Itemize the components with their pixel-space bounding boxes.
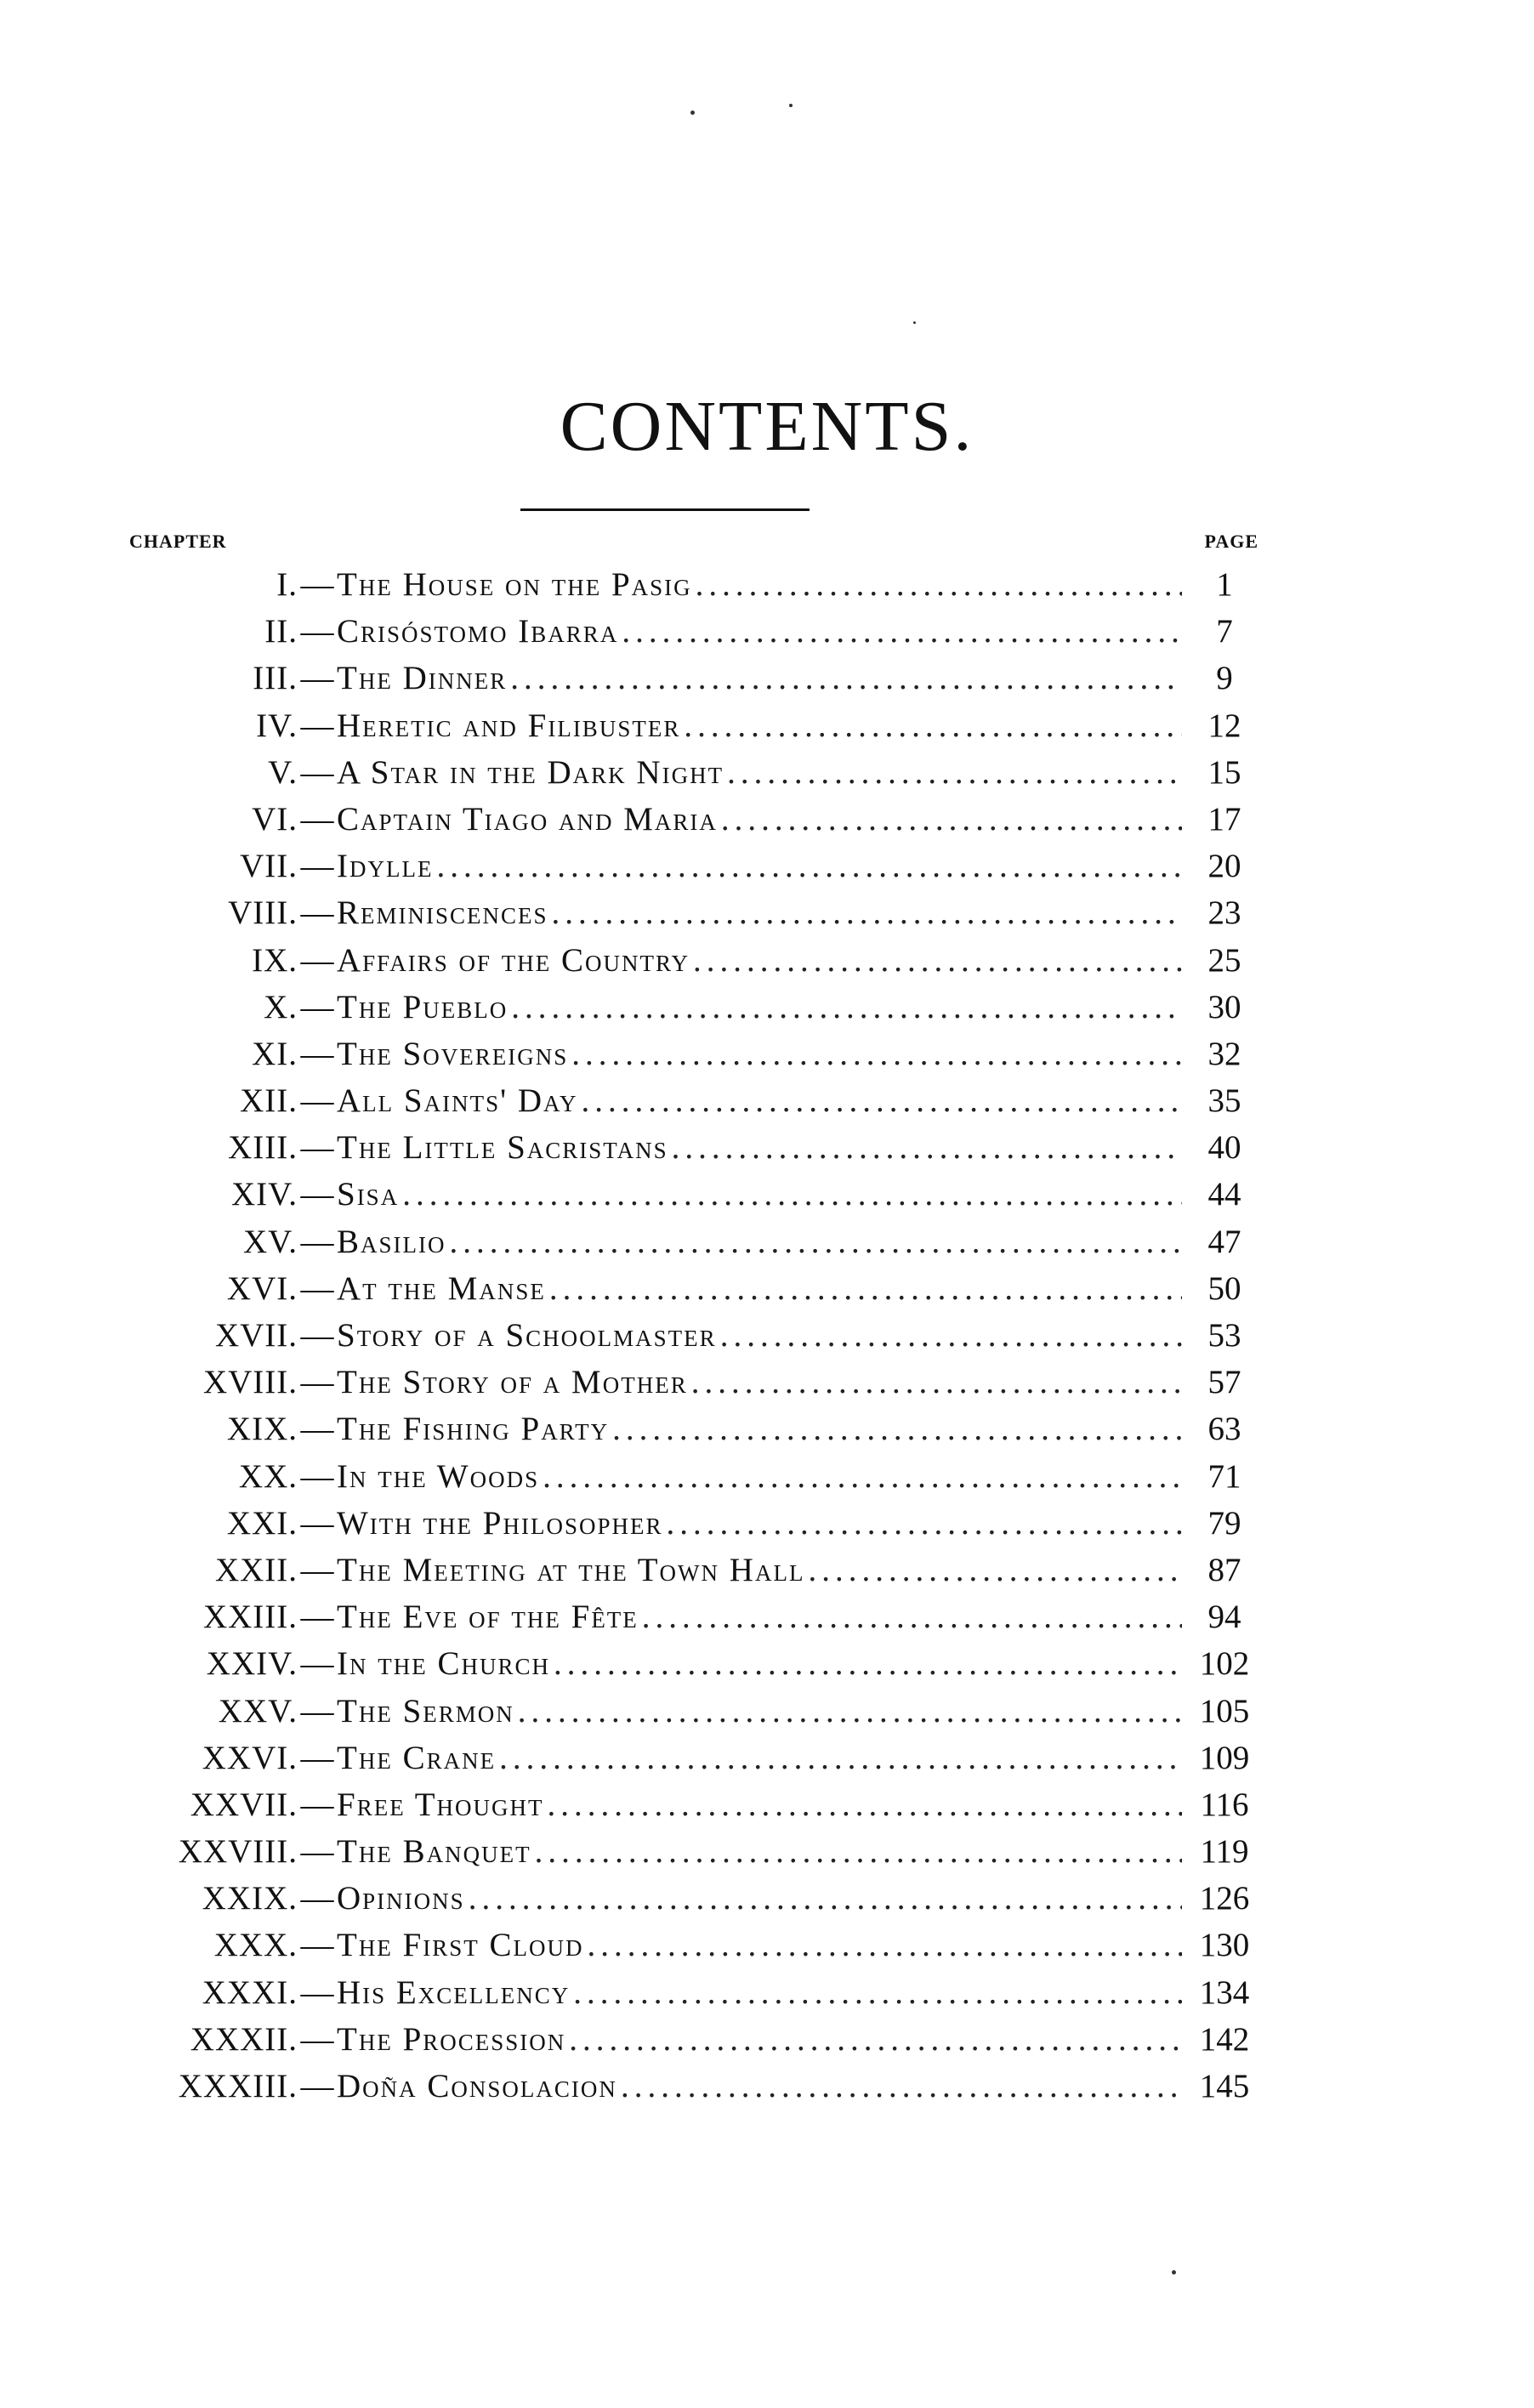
chapter-title: The House on the Pasig xyxy=(337,566,692,603)
chapter-title: The Banquet xyxy=(337,1833,531,1871)
page-column-label: PAGE xyxy=(1204,531,1258,552)
em-dash-separator: — xyxy=(300,1692,334,1729)
em-dash-separator: — xyxy=(300,1739,334,1776)
page-number: 17 xyxy=(1207,800,1241,838)
dot-leader xyxy=(554,1640,1182,1687)
chapter-title: In the Church xyxy=(337,1645,550,1683)
chapter-title: Affairs of the Country xyxy=(337,941,690,979)
page-number: 142 xyxy=(1199,2020,1250,2058)
em-dash-separator: — xyxy=(300,1176,334,1213)
toc-entry[interactable] xyxy=(85,1312,1258,1359)
chapter-numeral: XVI. xyxy=(226,1269,298,1307)
dot-leader xyxy=(543,1453,1182,1500)
chapter-title: All Saints' Day xyxy=(337,1082,578,1120)
chapter-numeral: VII. xyxy=(240,848,298,885)
page-number: 63 xyxy=(1207,1411,1241,1448)
chapter-title: Reminiscences xyxy=(337,894,548,932)
toc-entry[interactable] xyxy=(85,1077,1258,1124)
chapter-title: The Story of a Mother xyxy=(337,1364,688,1401)
chapter-title: The Meeting at the Town Hall xyxy=(337,1551,805,1588)
chapter-numeral: XXIV. xyxy=(206,1645,298,1683)
em-dash-separator: — xyxy=(300,1599,334,1636)
em-dash-separator: — xyxy=(300,848,334,885)
em-dash-separator: — xyxy=(300,2068,334,2104)
chapter-title: Opinions xyxy=(337,1880,465,1917)
page-number: 1 xyxy=(1216,566,1233,603)
toc-entry[interactable] xyxy=(85,937,1258,984)
toc-entry[interactable] xyxy=(85,1031,1258,1077)
chapter-numeral: XVII. xyxy=(214,1317,298,1354)
chapter-numeral: XXVII. xyxy=(190,1786,298,1823)
page-number: 53 xyxy=(1207,1317,1241,1354)
chapter-numeral: I. xyxy=(276,566,298,603)
page-number: 47 xyxy=(1207,1223,1241,1260)
toc-entry[interactable] xyxy=(85,1124,1258,1171)
dot-leader xyxy=(402,1171,1182,1218)
dot-leader xyxy=(573,1969,1182,2016)
em-dash-separator: — xyxy=(300,941,334,979)
chapter-title: Doña Consolacion xyxy=(337,2068,617,2104)
em-dash-separator: — xyxy=(300,2020,334,2058)
chapter-title: In the Woods xyxy=(337,1457,540,1495)
chapter-title: Story of a Schoolmaster xyxy=(337,1317,717,1354)
chapter-numeral: XXV. xyxy=(218,1692,298,1729)
dot-leader xyxy=(549,1265,1182,1312)
em-dash-separator: — xyxy=(300,1974,334,2011)
em-dash-separator: — xyxy=(300,613,334,650)
dot-leader xyxy=(691,1359,1182,1406)
chapter-title: Idylle xyxy=(337,848,434,885)
dot-leader xyxy=(450,1218,1182,1265)
dot-leader xyxy=(808,1547,1182,1593)
em-dash-separator: — xyxy=(300,1551,334,1588)
em-dash-separator: — xyxy=(300,988,334,1025)
page-number: 145 xyxy=(1199,2068,1250,2104)
chapter-numeral: XXI. xyxy=(226,1504,298,1542)
chapter-numeral: XXIX. xyxy=(202,1880,298,1917)
dot-leader xyxy=(622,608,1182,655)
toc-entry[interactable] xyxy=(85,984,1258,1031)
dot-leader xyxy=(612,1406,1182,1452)
chapter-numeral: XXXII. xyxy=(190,2020,298,2058)
chapter-title: The Pueblo xyxy=(337,988,508,1025)
toc-entry[interactable] xyxy=(85,1735,1258,1781)
em-dash-separator: — xyxy=(300,1129,334,1167)
chapter-title: Heretic and Filibuster xyxy=(337,707,681,744)
ink-speck xyxy=(690,111,695,115)
toc-entry[interactable] xyxy=(85,655,1258,701)
em-dash-separator: — xyxy=(300,1645,334,1683)
page-number: 87 xyxy=(1207,1551,1241,1588)
ink-speck xyxy=(913,321,916,324)
toc-entry[interactable] xyxy=(85,1969,1258,2016)
chapter-title: The Little Sacristans xyxy=(337,1129,668,1167)
chapter-numeral: XXX. xyxy=(213,1927,298,1964)
chapter-numeral: VI. xyxy=(252,800,298,838)
chapter-title: The Sermon xyxy=(337,1692,514,1729)
em-dash-separator: — xyxy=(300,1927,334,1964)
em-dash-separator: — xyxy=(300,660,334,697)
page-number: 20 xyxy=(1207,848,1241,885)
toc-entry[interactable] xyxy=(85,1640,1258,1687)
em-dash-separator: — xyxy=(300,894,334,932)
page-number: 71 xyxy=(1207,1457,1241,1495)
dot-leader xyxy=(548,1781,1182,1828)
chapter-numeral: III. xyxy=(253,660,298,697)
chapter-title: The Dinner xyxy=(337,660,508,697)
page-number: 94 xyxy=(1207,1599,1241,1636)
chapter-numeral: XV. xyxy=(242,1223,298,1260)
chapter-title: The Fishing Party xyxy=(337,1411,610,1448)
chapter-numeral: XII. xyxy=(240,1082,298,1120)
em-dash-separator: — xyxy=(300,753,334,791)
page-number: 109 xyxy=(1199,1739,1250,1776)
toc-entry[interactable] xyxy=(85,1547,1258,1593)
chapter-numeral: IX. xyxy=(252,941,298,979)
chapter-numeral: XXII. xyxy=(214,1551,298,1588)
page-number: 9 xyxy=(1216,660,1233,697)
chapter-numeral: XVIII. xyxy=(202,1364,298,1401)
page-title: CONTENTS. xyxy=(560,387,974,466)
toc-entry[interactable] xyxy=(85,1875,1258,1922)
page-number: 35 xyxy=(1207,1082,1241,1120)
dot-leader xyxy=(510,655,1182,701)
page-number: 116 xyxy=(1200,1786,1249,1823)
page-number: 102 xyxy=(1199,1645,1250,1683)
em-dash-separator: — xyxy=(300,1457,334,1495)
chapter-title: A Star in the Dark Night xyxy=(337,753,724,791)
chapter-numeral: V. xyxy=(268,753,298,791)
page-number: 7 xyxy=(1216,613,1233,650)
em-dash-separator: — xyxy=(300,1833,334,1871)
dot-leader xyxy=(436,843,1182,889)
page-number: 105 xyxy=(1199,1692,1250,1729)
toc-entry[interactable] xyxy=(85,561,1258,608)
toc-entry[interactable] xyxy=(85,1265,1258,1312)
chapter-title: Crisóstomo Ibarra xyxy=(337,613,619,650)
page-number: 12 xyxy=(1207,707,1241,744)
dot-leader xyxy=(499,1735,1182,1781)
dot-leader xyxy=(721,796,1182,843)
em-dash-separator: — xyxy=(300,1411,334,1448)
page-number: 32 xyxy=(1207,1035,1241,1072)
chapter-numeral: XI. xyxy=(252,1035,298,1072)
dot-leader xyxy=(552,889,1182,936)
toc-entry[interactable] xyxy=(85,843,1258,889)
chapter-title: Captain Tiago and Maria xyxy=(337,800,718,838)
page-number: 23 xyxy=(1207,894,1241,932)
toc-entry[interactable] xyxy=(85,1922,1258,1968)
toc-entry[interactable] xyxy=(85,2063,1258,2110)
em-dash-separator: — xyxy=(300,1880,334,1917)
dot-leader xyxy=(642,1593,1182,1640)
dot-leader xyxy=(693,937,1182,984)
chapter-title: The Sovereigns xyxy=(337,1035,569,1072)
chapter-numeral: XIII. xyxy=(228,1129,298,1167)
toc-entry[interactable] xyxy=(85,702,1258,749)
chapter-title: The Crane xyxy=(337,1739,497,1776)
toc-entry[interactable] xyxy=(85,1781,1258,1828)
dot-leader xyxy=(569,2016,1182,2063)
toc-entry[interactable] xyxy=(85,1171,1258,1218)
dot-leader xyxy=(621,2063,1182,2110)
em-dash-separator: — xyxy=(300,566,334,603)
dot-leader xyxy=(684,702,1182,749)
toc-entry[interactable] xyxy=(85,1218,1258,1265)
toc-entry[interactable] xyxy=(85,1500,1258,1547)
dot-leader xyxy=(696,561,1182,608)
chapter-title: Basilio xyxy=(337,1223,446,1260)
chapter-numeral: X. xyxy=(264,988,298,1025)
chapter-numeral: XIV. xyxy=(230,1176,298,1213)
toc-entry[interactable] xyxy=(85,889,1258,936)
chapter-numeral: II. xyxy=(264,613,298,650)
dot-leader xyxy=(582,1077,1182,1124)
chapter-numeral: IV. xyxy=(256,707,298,744)
toc-entry[interactable] xyxy=(85,1406,1258,1452)
chapter-numeral: XX. xyxy=(238,1457,298,1495)
em-dash-separator: — xyxy=(300,1317,334,1354)
ink-speck xyxy=(1172,2270,1176,2275)
toc-entry[interactable] xyxy=(85,1453,1258,1500)
title-rule xyxy=(520,508,810,511)
em-dash-separator: — xyxy=(300,1504,334,1542)
page-number: 119 xyxy=(1200,1833,1249,1871)
chapter-title: With the Philosopher xyxy=(337,1504,663,1542)
toc-entry[interactable] xyxy=(85,1828,1258,1875)
chapter-title: Free Thought xyxy=(337,1786,544,1823)
dot-leader xyxy=(535,1828,1182,1875)
dot-leader xyxy=(571,1031,1182,1077)
chapter-column-label: CHAPTER xyxy=(129,531,227,552)
dot-leader xyxy=(511,984,1182,1031)
em-dash-separator: — xyxy=(300,800,334,838)
chapter-numeral: XXXIII. xyxy=(178,2068,298,2104)
chapter-title: The Eve of the Fête xyxy=(337,1599,639,1636)
chapter-title: Sisa xyxy=(337,1176,400,1213)
chapter-numeral: VIII. xyxy=(228,894,298,932)
page-number: 50 xyxy=(1207,1269,1241,1307)
toc-entry[interactable] xyxy=(85,796,1258,843)
dot-leader xyxy=(518,1688,1182,1735)
toc-entry[interactable] xyxy=(85,608,1258,655)
toc-entry[interactable] xyxy=(85,1593,1258,1640)
page-number: 15 xyxy=(1207,753,1241,791)
em-dash-separator: — xyxy=(300,1269,334,1307)
chapter-title: The Procession xyxy=(337,2020,566,2058)
chapter-numeral: XXVI. xyxy=(202,1739,298,1776)
dot-leader xyxy=(727,749,1182,796)
chapter-numeral: XXVIII. xyxy=(178,1833,298,1871)
toc-entry[interactable] xyxy=(85,1688,1258,1735)
page-number: 126 xyxy=(1199,1880,1250,1917)
em-dash-separator: — xyxy=(300,707,334,744)
page-number: 79 xyxy=(1207,1504,1241,1542)
chapter-title: At the Manse xyxy=(337,1269,546,1307)
page-number: 44 xyxy=(1207,1176,1241,1213)
dot-leader xyxy=(588,1922,1182,1968)
chapter-numeral: XXXI. xyxy=(202,1974,298,2011)
toc-entry[interactable] xyxy=(85,1359,1258,1406)
em-dash-separator: — xyxy=(300,1364,334,1401)
toc-entry[interactable] xyxy=(85,2016,1258,2063)
page-number: 25 xyxy=(1207,941,1241,979)
chapter-title: The First Cloud xyxy=(337,1927,584,1964)
page-number: 30 xyxy=(1207,988,1241,1025)
dot-leader xyxy=(672,1124,1182,1171)
dot-leader xyxy=(666,1500,1182,1547)
chapter-numeral: XXIII. xyxy=(202,1599,298,1636)
page-number: 130 xyxy=(1199,1927,1250,1964)
em-dash-separator: — xyxy=(300,1223,334,1260)
ink-speck xyxy=(789,104,793,107)
dot-leader xyxy=(469,1875,1182,1922)
table-of-contents xyxy=(85,561,1258,2110)
page-number: 134 xyxy=(1199,1974,1250,2011)
em-dash-separator: — xyxy=(300,1082,334,1120)
page-number: 57 xyxy=(1207,1364,1241,1401)
toc-entry[interactable] xyxy=(85,749,1258,796)
dot-leader xyxy=(720,1312,1182,1359)
em-dash-separator: — xyxy=(300,1035,334,1072)
em-dash-separator: — xyxy=(300,1786,334,1823)
page-number: 40 xyxy=(1207,1129,1241,1167)
chapter-title: His Excellency xyxy=(337,1974,571,2011)
chapter-numeral: XIX. xyxy=(226,1411,298,1448)
